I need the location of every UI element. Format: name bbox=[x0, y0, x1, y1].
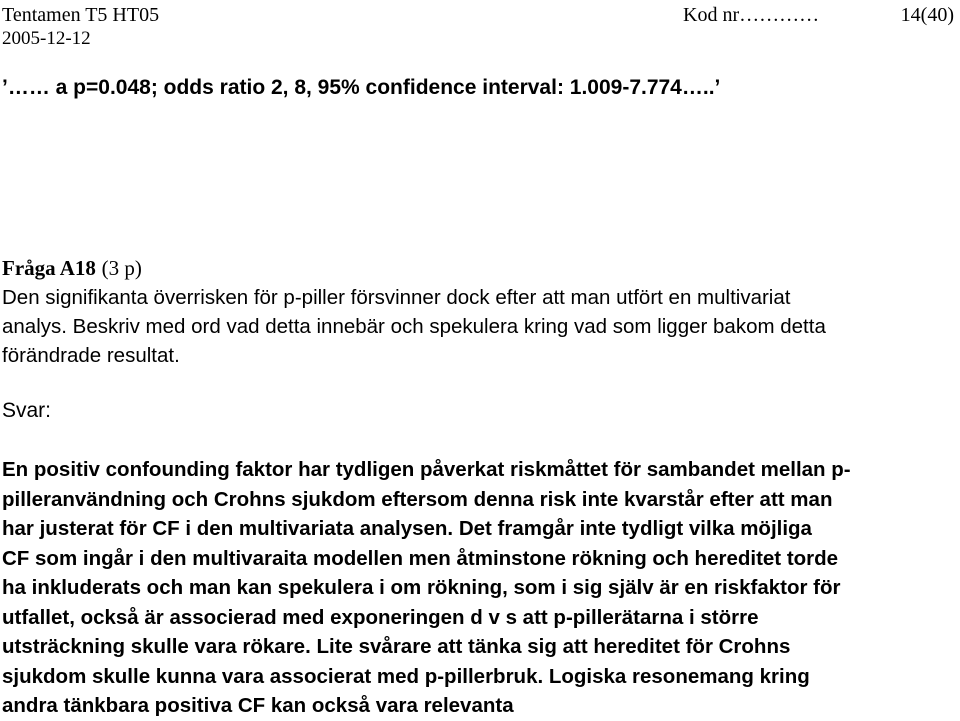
answer-label: Svar: bbox=[2, 399, 52, 422]
exam-date: 2005-12-12 bbox=[2, 28, 91, 49]
answer-line: har justerat för CF i den multivariata analysen. Det framgår inte tydligt vilka möjliga bbox=[2, 517, 812, 540]
answer-line: utsträckning skulle vara rökare. Lite svårare att tänka sig att hereditet för Crohns bbox=[2, 635, 791, 658]
page-number: 14(40) bbox=[900, 4, 954, 26]
previous-answer-text: ’…… a p=0.048; odds ratio 2, 8, 95% confidence interval: 1.009-7.774…..’ bbox=[2, 76, 721, 99]
question-points: (3 p) bbox=[101, 256, 142, 280]
answer-line: ha inkluderats och man kan spekulera i om rökning, som i sig själv är en riskfaktor för bbox=[2, 576, 841, 599]
header-left bbox=[2, 3, 159, 51]
answer-text bbox=[2, 455, 952, 721]
question-heading bbox=[2, 254, 942, 283]
question-block bbox=[2, 254, 942, 370]
answer-line: andra tänkbara positiva CF kan också vara relevanta bbox=[2, 694, 514, 717]
question-title: Fråga A18 bbox=[2, 256, 96, 280]
answer-line: CF som ingår i den multivaraita modellen men åtminstone rökning och hereditet torde bbox=[2, 546, 839, 570]
answer-line: En positiv confounding faktor har tydligen påverkat riskmåttet för sambandet mellan p- bbox=[2, 458, 851, 481]
answer-line: sjukdom skulle kunna vara associerat med p-pillerbruk. Logiska resonemang kring bbox=[2, 664, 810, 688]
answer-line: pilleranvändning och Crohns sjukdom eftersom denna risk inte kvarstår efter att man bbox=[2, 487, 833, 511]
question-line: analys. Beskriv med ord vad detta innebär och spekulera kring vad som ligger bakom detta bbox=[2, 315, 826, 338]
answer-line: utfallet, också är associerad med exponeringen d v s att p-pillerätarna i större bbox=[2, 605, 759, 629]
kod-nr-field: Kod nr………… bbox=[683, 4, 820, 26]
question-line: förändrade resultat. bbox=[2, 344, 180, 367]
question-line: Den signifikanta överrisken för p-piller försvinner dock efter att man utfört en multivariat bbox=[2, 286, 791, 309]
exam-title: Tentamen T5 HT05 bbox=[2, 4, 160, 26]
